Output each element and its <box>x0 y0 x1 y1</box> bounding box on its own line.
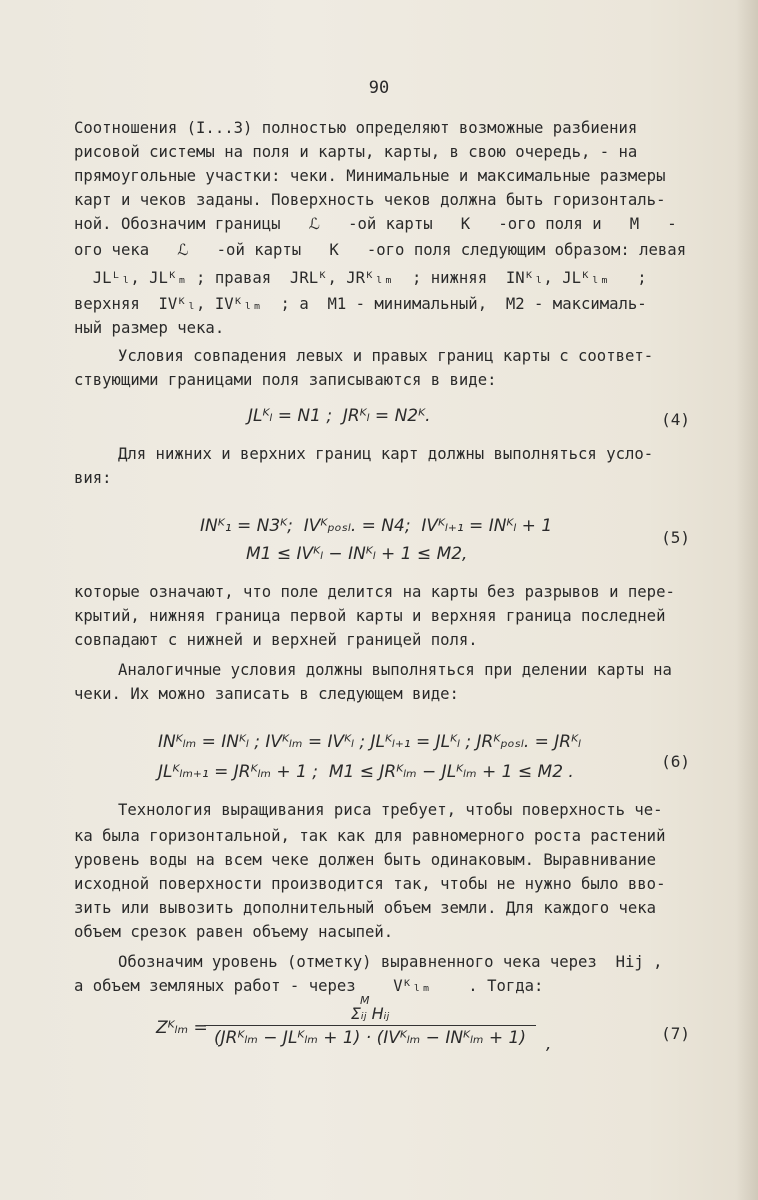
text-line: верхняя IVᴷₗ, IVᴷₗₘ ; а M1 - минимальный, M2 - максималь- <box>74 295 647 313</box>
text-line: Для нижних и верхних границ карт должны выполняться усло- <box>118 445 654 463</box>
text-line: Аналогичные условия должны выполняться при делении карты на <box>118 661 672 679</box>
text-line: прямоугольные участки: чеки. Минимальные и максимальные размеры <box>74 167 666 185</box>
text-line: ка была горизонтальной, так как для равномерного роста растений <box>74 827 666 845</box>
equation-7-lhs: Zᴷₗₘ = <box>156 1018 208 1038</box>
page-edge-shadow <box>736 0 758 1200</box>
text-line: ствующими границами поля записываются в виде: <box>74 371 497 389</box>
text-line: карт и чеков заданы. Поверхность чеков должна быть горизонталь- <box>74 191 666 209</box>
text-line: ной. Обозначим границы ℒ -ой карты K -ого поля и M - <box>74 215 677 233</box>
text-line: крытий, нижняя граница первой карты и верхняя граница последней <box>74 607 666 625</box>
text-line: зить или вывозить дополнительный объем земли. Для каждого чека <box>74 899 657 917</box>
text-line: совпадают с нижней и верхней границей поля. <box>74 631 478 649</box>
text-line: рисовой системы на поля и карты, карты, в свою очередь, - на <box>74 143 638 161</box>
equation-7-comma: , <box>546 1034 552 1054</box>
text-line: Технология выращивания риса требует, чтобы поверхность че- <box>118 801 663 819</box>
equation-4: JLᴷₗ = N1 ; JRᴷₗ = N2ᴷ. <box>248 406 431 426</box>
equation-number: (7) <box>661 1024 690 1043</box>
equation-6-line-1: INᴷₗₘ = INᴷₗ ; IVᴷₗₘ = IVᴷₗ ; JLᴷₗ₊₁ = JLᴷₗ ; JRᴷₚₒₛₗ. = JRᴷₗ <box>158 732 581 752</box>
text-line: ный размер чека. <box>74 319 225 337</box>
equation-number: (5) <box>661 528 690 547</box>
text-line: а объем земляных работ - через Vᴷₗₘ . Тогда: <box>74 977 544 995</box>
equation-7-denominator: (JRᴷₗₘ − JLᴷₗₘ + 1) · (IVᴷₗₘ − INᴷₗₘ + 1) <box>213 1028 526 1048</box>
text-line: Условия совпадения левых и правых границ карты с соответ- <box>118 347 654 365</box>
equation-7-fraction <box>200 1004 540 1048</box>
equation-5-line-2: M1 ≤ IVᴷₗ − INᴷₗ + 1 ≤ M2, <box>246 544 468 564</box>
equation-number: (4) <box>661 410 690 429</box>
equation-number: (6) <box>661 752 690 771</box>
text-line: уровень воды на всем чеке должен быть одинаковым. Выравнивание <box>74 851 657 869</box>
text-line: ого чека ℒ -ой карты K -ого поля следующим образом: левая <box>74 241 687 259</box>
text-line: объем срезок равен объему насыпей. <box>74 923 394 941</box>
text-line: исходной поверхности производится так, чтобы не нужно было вво- <box>74 875 666 893</box>
text-line: Обозначим уровень (отметку) выравненного чека через Hij , <box>118 953 663 971</box>
text-line: Соотношения (I...3) полностью определяют возможные разбиения <box>74 119 638 137</box>
text-line: чеки. Их можно записать в следующем виде: <box>74 685 459 703</box>
text-line: вия: <box>74 469 112 487</box>
text-line: которые означают, что поле делится на карты без разрывов и пере- <box>74 583 675 601</box>
equation-6-line-2: JLᴷₗₘ₊₁ = JRᴷₗₘ + 1 ; M1 ≤ JRᴷₗₘ − JLᴷₗₘ + 1 ≤ M2 . <box>158 762 574 782</box>
text-line: JLᴸₗ, JLᴷₘ ; правая JRLᴷ, JRᴷₗₘ ; нижняя INᴷₗ, JLᴷₗₘ ; <box>74 269 647 287</box>
equation-7-sum-limit: M <box>360 994 370 1007</box>
equation-5-line-1: INᴷ₁ = N3ᴷ; IVᴷₚₒₛₗ. = N4; IVᴷₗ₊₁ = INᴷₗ + 1 <box>200 516 553 536</box>
page-number: 90 <box>368 78 390 98</box>
equation-7-numerator: Σᵢⱼ Hᵢⱼ <box>350 1004 390 1023</box>
